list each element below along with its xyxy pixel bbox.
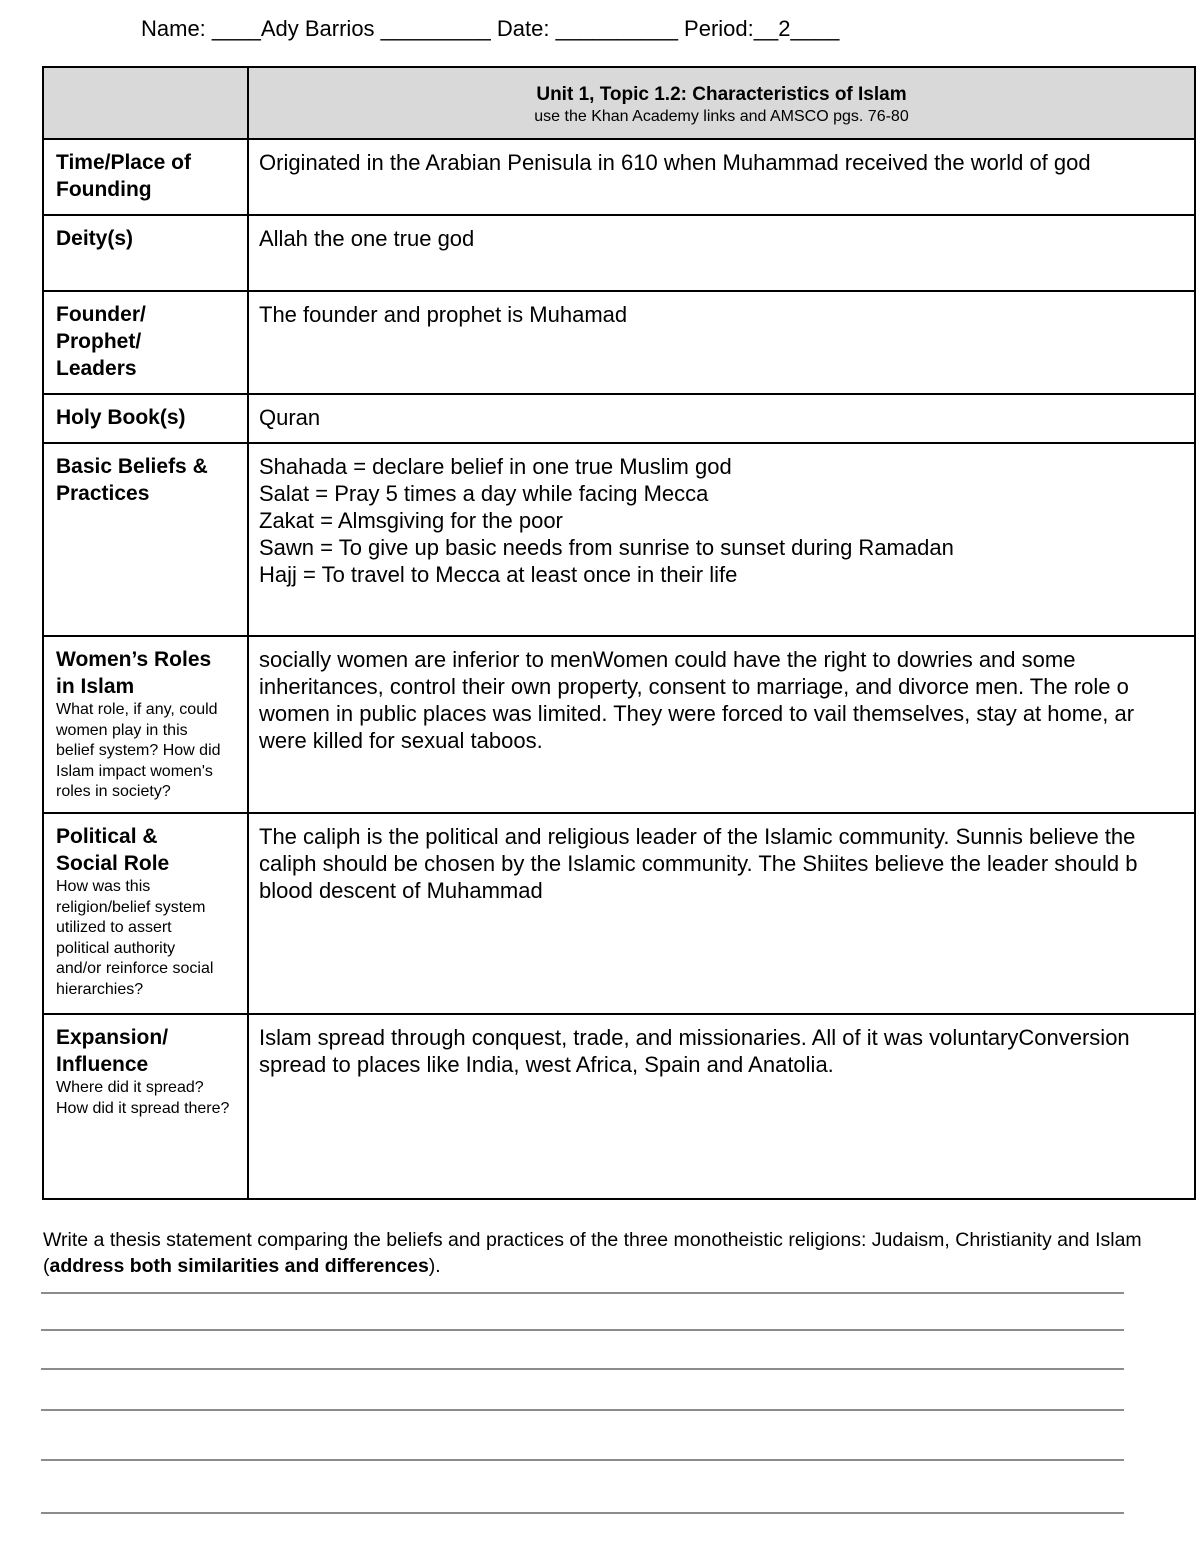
religion-characteristics-table bbox=[42, 66, 1196, 1200]
row-answer-text: inheritances, control their own property, consent to marriage, and divorce men. The role o bbox=[259, 674, 1129, 699]
row-answer-text: Originated in the Arabian Penisula in 610 when Muhammad received the world of god bbox=[259, 150, 1091, 175]
row-content-cell[interactable] bbox=[248, 636, 1195, 813]
table-heading-row bbox=[43, 67, 1195, 139]
row-label: Holy Book(s) bbox=[56, 406, 186, 429]
row-answer-text: Islam spread through conquest, trade, and missionaries. All of it was voluntaryConversion bbox=[259, 1025, 1130, 1050]
thesis-prompt bbox=[43, 1227, 1143, 1279]
heading-title-cell bbox=[248, 67, 1195, 139]
row-label-cell bbox=[43, 139, 248, 215]
row-label: Deity(s) bbox=[56, 227, 134, 250]
heading-blank-cell bbox=[43, 67, 248, 139]
row-hint: hierarchies? bbox=[56, 980, 144, 998]
answer-line[interactable] bbox=[41, 1512, 1124, 1514]
table-title: Unit 1, Topic 1.2: Characteristics of Islam bbox=[536, 84, 907, 105]
row-content-cell[interactable] bbox=[248, 291, 1195, 394]
row-label: Social Role bbox=[56, 852, 170, 875]
row-content-cell[interactable] bbox=[248, 813, 1195, 1014]
row-label-cell bbox=[43, 1014, 248, 1199]
row-answer-text: Allah the one true god bbox=[259, 226, 475, 251]
row-label-cell bbox=[43, 443, 248, 636]
row-hint: religion/belief system bbox=[56, 898, 206, 916]
row-content-cell[interactable] bbox=[248, 394, 1195, 443]
row-hint: and/or reinforce social bbox=[56, 960, 214, 977]
table-subtitle: use the Khan Academy links and AMSCO pgs. 76-80 bbox=[534, 108, 909, 125]
row-answer-text: Salat = Pray 5 times a day while facing Mecca bbox=[259, 481, 709, 506]
row-answer-text: socially women are inferior to menWomen could have the right to dowries and some bbox=[259, 647, 1076, 672]
row-content-cell[interactable] bbox=[248, 139, 1195, 215]
table-row bbox=[43, 394, 1195, 443]
row-hint: roles in society? bbox=[56, 783, 171, 800]
row-label: Time/Place of bbox=[56, 151, 192, 174]
row-answer-text: Hajj = To travel to Mecca at least once in their life bbox=[259, 562, 738, 587]
table-row bbox=[43, 443, 1195, 636]
row-answer-text: caliph should be chosen by the Islamic community. The Shiites believe the leader should b bbox=[259, 851, 1138, 876]
table-row bbox=[43, 215, 1195, 291]
answer-line[interactable] bbox=[41, 1459, 1124, 1461]
row-label: Leaders bbox=[56, 357, 137, 380]
row-content-cell[interactable] bbox=[248, 443, 1195, 636]
row-hint: utilized to assert bbox=[56, 919, 172, 936]
row-hint: Islam impact women's bbox=[56, 762, 213, 780]
table-row bbox=[43, 813, 1195, 1014]
row-answer-text: blood descent of Muhammad bbox=[259, 878, 543, 903]
thesis-prompt-tail: ). bbox=[428, 1255, 441, 1277]
row-answer-text: spread to places like India, west Africa, Spain and Anatolia. bbox=[259, 1052, 834, 1077]
row-label: Basic Beliefs & bbox=[56, 455, 208, 478]
row-label: Founder/ bbox=[56, 303, 146, 326]
row-label: Political & bbox=[56, 825, 158, 848]
row-answer-text: Quran bbox=[259, 405, 321, 430]
answer-line[interactable] bbox=[41, 1368, 1124, 1370]
table-row bbox=[43, 139, 1195, 215]
row-content-cell[interactable] bbox=[248, 215, 1195, 291]
row-label-cell bbox=[43, 813, 248, 1014]
row-answer-text: The founder and prophet is Muhamad bbox=[259, 302, 628, 327]
row-content-cell[interactable] bbox=[248, 1014, 1195, 1199]
row-label-cell bbox=[43, 394, 248, 443]
row-label-cell bbox=[43, 215, 248, 291]
row-answer-text: Sawn = To give up basic needs from sunrise to sunset during Ramadan bbox=[259, 535, 954, 560]
row-label-cell bbox=[43, 291, 248, 394]
answer-line[interactable] bbox=[41, 1329, 1124, 1331]
thesis-prompt-lead: Write a thesis statement comparing the beliefs and practices of the three monotheistic religions: Judaism, Christianity and Islam ( bbox=[43, 1229, 1142, 1277]
table-row bbox=[43, 291, 1195, 394]
row-label: in Islam bbox=[56, 675, 135, 698]
row-hint: How did it spread there? bbox=[56, 1099, 230, 1117]
row-label: Prophet/ bbox=[56, 330, 142, 353]
row-hint: political authority bbox=[56, 939, 176, 957]
row-hint: How was this bbox=[56, 878, 151, 895]
row-label: Women’s Roles bbox=[56, 648, 212, 671]
row-answer-text: Zakat = Almsgiving for the poor bbox=[259, 508, 563, 533]
row-answer-text: were killed for sexual taboos. bbox=[259, 728, 543, 753]
row-answer-text: Shahada = declare belief in one true Muslim god bbox=[259, 454, 732, 479]
student-info-header: Name: ____Ady Barrios _________ Date: __________ Period:__2____ bbox=[141, 16, 840, 41]
row-label: Influence bbox=[56, 1053, 149, 1076]
table-row bbox=[43, 636, 1195, 813]
row-answer-text: women in public places was limited. They were forced to vail themselves, stay at home, ar bbox=[259, 701, 1135, 726]
row-label-cell bbox=[43, 636, 248, 813]
row-hint: Where did it spread? bbox=[56, 1079, 204, 1096]
row-answer-text: The caliph is the political and religious leader of the Islamic community. Sunnis believe the bbox=[259, 824, 1136, 849]
row-hint: What role, if any, could bbox=[56, 701, 218, 718]
row-label: Practices bbox=[56, 482, 150, 505]
row-hint: belief system? How did bbox=[56, 742, 221, 759]
table-row bbox=[43, 1014, 1195, 1199]
row-label: Founding bbox=[56, 178, 152, 201]
row-label: Expansion/ bbox=[56, 1026, 169, 1049]
answer-line[interactable] bbox=[41, 1409, 1124, 1411]
row-hint: women play in this bbox=[56, 721, 188, 739]
answer-line[interactable] bbox=[41, 1292, 1124, 1294]
thesis-prompt-emphasis: address both similarities and differences bbox=[49, 1255, 429, 1277]
